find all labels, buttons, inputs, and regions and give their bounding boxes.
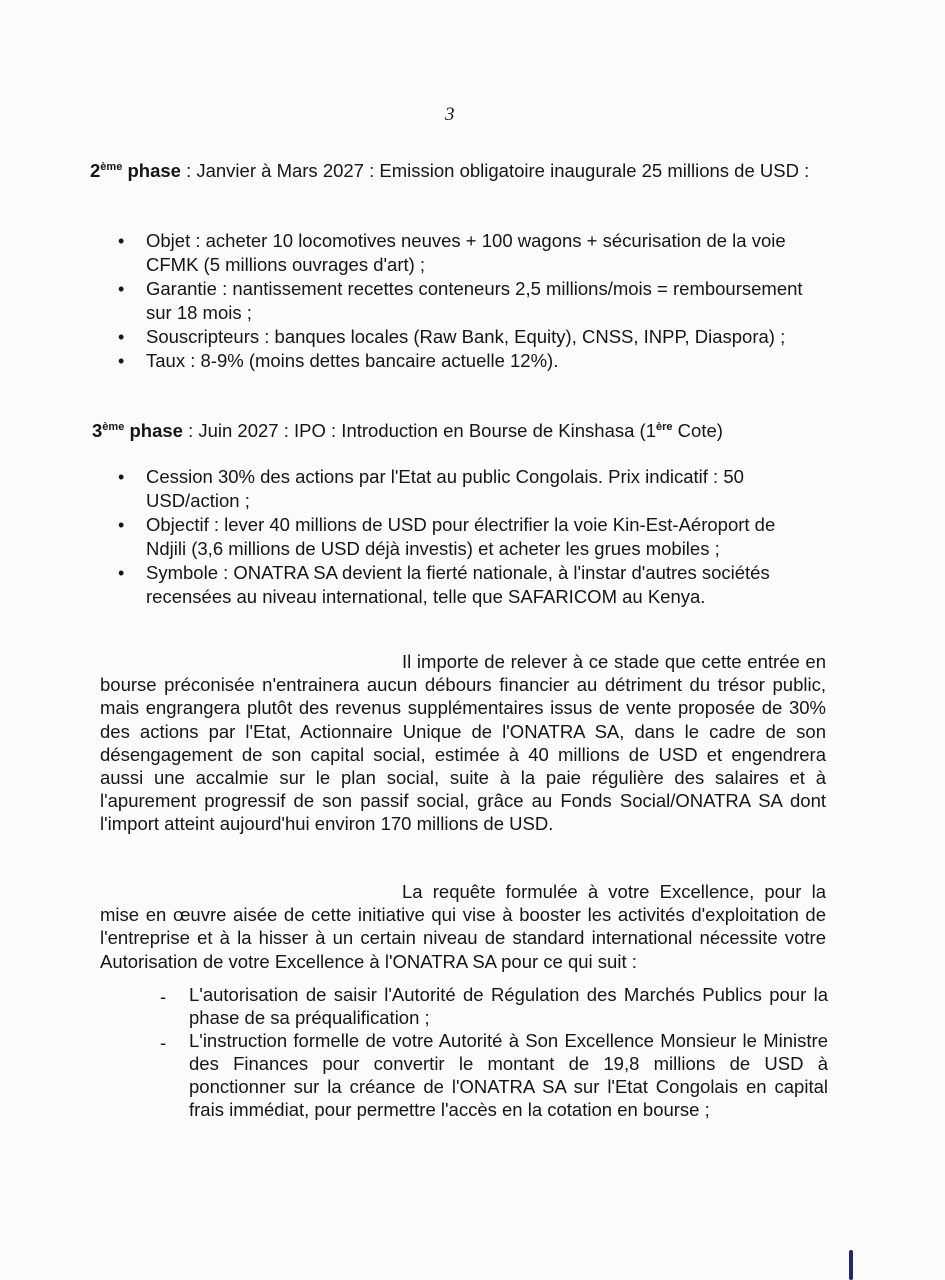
- paragraph-request: La requête formulée à votre Excellence, pour la mise en œuvre aisée de cette initiative qui vise à booster les activités d'exploitation de l'entreprise et à la hisser à un certain niveau de standard international nécessite votre Autorisation de votre Excellence à l'ONATRA SA pour ce qui suit :: [100, 881, 826, 972]
- list-item: • Objectif : lever 40 millions de USD pour électrifier la voie Kin-Est-Aéroport de Ndjili (3,6 millions de USD déjà investis) et acheter les grues mobiles ;: [118, 513, 818, 561]
- phase-3-heading: [92, 418, 822, 443]
- phase-2-heading: [90, 158, 820, 183]
- phase-3-ordinal-suffix: ème: [102, 421, 125, 433]
- list-item: • Souscripteurs : banques locales (Raw Bank, Equity), CNSS, INPP, Diaspora) ;: [118, 325, 818, 349]
- list-item: • Garantie : nantissement recettes conteneurs 2,5 millions/mois = remboursement sur 18 mois ;: [118, 277, 818, 325]
- list-item: • Cession 30% des actions par l'Etat au public Congolais. Prix indicatif : 50 USD/action ;: [118, 465, 818, 513]
- list-item: • Taux : 8-9% (moins dettes bancaire actuelle 12%).: [118, 349, 818, 373]
- phase-2-label: phase: [127, 160, 181, 181]
- phase-3-bullet-list: [118, 465, 818, 609]
- phase-3-cote-suffix: ère: [656, 421, 673, 433]
- phase-3-ordinal: 3: [92, 420, 103, 441]
- list-item: • Symbole : ONATRA SA devient la fierté nationale, à l'instar d'autres sociétés recensées au niveau international, telle que SAFARICOM au Kenya.: [118, 561, 818, 609]
- phase-2-ordinal: 2: [90, 160, 101, 181]
- list-item: - L'autorisation de saisir l'Autorité de Régulation des Marchés Publics pour la phase de sa préqualification ;: [160, 983, 828, 1029]
- phase-2-ordinal-suffix: ème: [100, 161, 123, 173]
- list-item: • Objet : acheter 10 locomotives neuves + 100 wagons + sécurisation de la voie CFMK (5 millions ouvrages d'art) ;: [118, 229, 818, 277]
- paragraph-ipo-impact: Il importe de relever à ce stade que cette entrée en bourse préconisée n'entrainera aucun débours financier au détriment du trésor public, mais engrangera plutôt des revenus supplémentaires issus de vente proposée de 30% des actions par l'Etat, Actionnaire Unique de l'ONATRA SA, dans le cadre de son désengagement de son capital social, estimée à 40 millions de USD et engendrera aussi une accalmie sur le plan social, suite à la paie régulière des salaires et à l'apurement progressif de son passif social, grâce au Fonds Social/ONATRA SA dont l'import atteint aujourd'hui environ 170 millions de USD.: [100, 651, 826, 835]
- list-item: - L'instruction formelle de votre Autorité à Son Excellence Monsieur le Ministre des Finances pour convertir le montant de 19,8 millions de USD à ponctionner sur la créance de l'ONATRA SA sur l'Etat Congolais en capital frais immédiat, pour permettre l'accès en la cotation en bourse ;: [160, 1029, 828, 1121]
- request-list: [160, 983, 828, 1121]
- scan-edge-mark: [849, 1250, 853, 1280]
- phase-3-label: phase: [129, 420, 183, 441]
- phase-3-text-after: Cote): [672, 420, 723, 441]
- page-number: 3: [445, 104, 455, 125]
- phase-3-text-before: : Juin 2027 : IPO : Introduction en Bourse de Kinshasa (1: [182, 420, 656, 441]
- phase-2-text: : Janvier à Mars 2027 : Emission obligatoire inaugurale 25 millions de USD :: [180, 160, 810, 181]
- phase-2-bullet-list: [118, 229, 818, 373]
